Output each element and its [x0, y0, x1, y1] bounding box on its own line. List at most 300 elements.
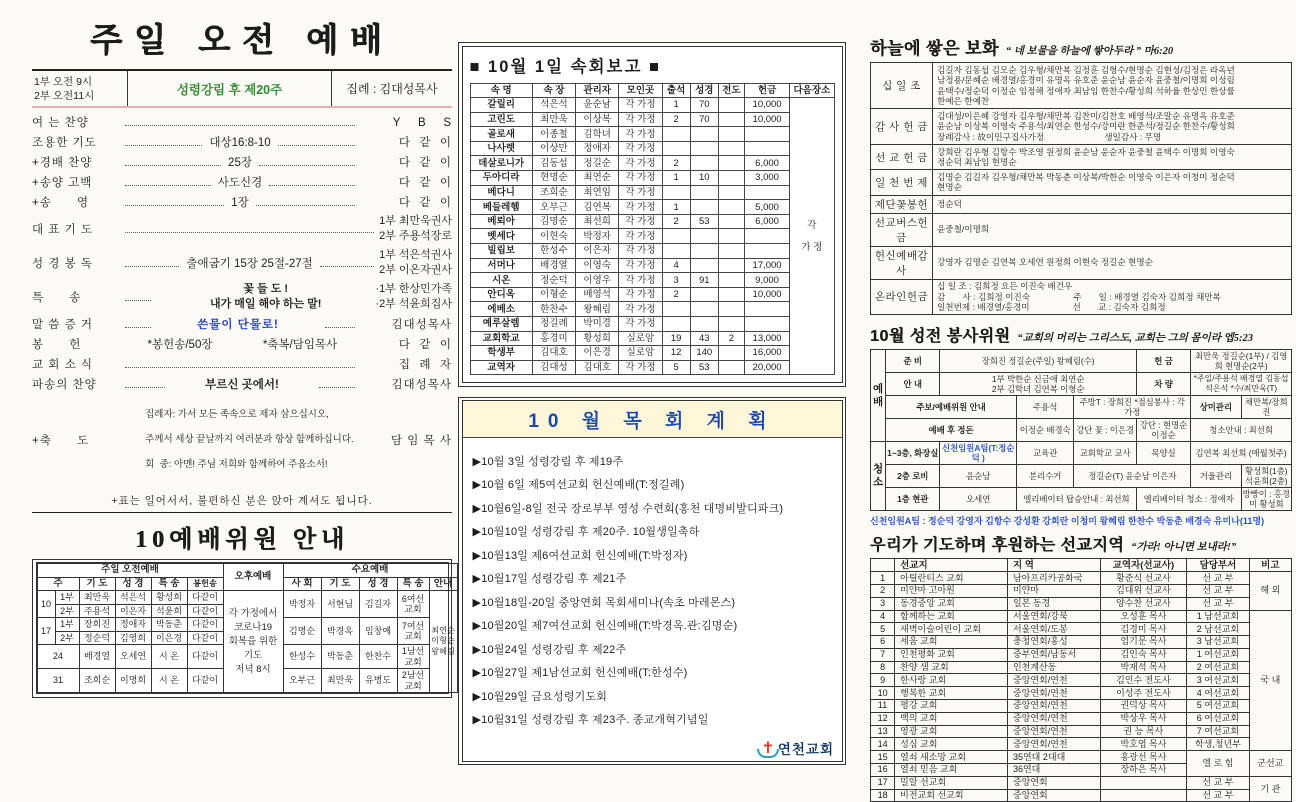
- cell: 중앙연회/연천: [1007, 674, 1100, 687]
- cell: [718, 214, 744, 229]
- cell: 오부근: [283, 669, 321, 693]
- order-item-label: 성 경 봉 독: [32, 258, 94, 270]
- cell: 다같이: [187, 645, 223, 669]
- cell: 정길순(T) 윤순남 이은자: [1074, 465, 1191, 488]
- cell: 예 배: [871, 350, 886, 442]
- cell: 이상만: [532, 141, 575, 156]
- order-row: [32, 396, 452, 484]
- mission-motto-quote: “가라! 아니면 보내라!”: [1131, 542, 1237, 554]
- dotted-leader: [256, 198, 355, 206]
- cell: 한성수: [532, 244, 575, 259]
- cell: 갈릴리: [470, 98, 532, 113]
- cell: 벳세다: [470, 229, 532, 244]
- cell: 주: [37, 577, 79, 591]
- dotted-leader: [259, 158, 355, 166]
- cell: 에베소: [470, 302, 532, 317]
- order-item-label: +경배 찬양: [32, 157, 93, 169]
- cell-report-title: ■ 10월 1일 속회보고 ■: [469, 57, 661, 76]
- order-item-assignee: 다 같 이: [398, 157, 452, 169]
- cell: 세움 교회: [895, 636, 1008, 649]
- cell: [718, 302, 744, 317]
- cell: 53: [690, 360, 718, 375]
- cell: 16,000: [744, 346, 789, 361]
- cell: [690, 141, 718, 156]
- order-item-label: 대 표 기 도: [32, 224, 94, 236]
- cell: 엘리베이터 청소 : 정애자: [1136, 488, 1241, 511]
- cell: 정애자: [576, 141, 619, 156]
- cell: 이현숙: [532, 229, 575, 244]
- cell: 기 도: [321, 577, 359, 591]
- cell: 비고: [1249, 559, 1291, 572]
- cell: 16: [871, 764, 895, 777]
- cell: 미얀마: [1007, 584, 1100, 597]
- cell: 6: [871, 636, 895, 649]
- ministry-plan-frame: [458, 397, 846, 766]
- cell: 18: [871, 789, 895, 802]
- cell: 서울연회/강북: [1007, 610, 1100, 623]
- cell: 김대호: [576, 360, 619, 375]
- cell: 열쇠 새소망 교회: [895, 751, 1008, 764]
- cell: 김학녀: [576, 127, 619, 142]
- page-title: 주일 오전 예배: [90, 23, 394, 59]
- cell: 선 교 부: [1187, 572, 1249, 585]
- cell: 특 송: [151, 577, 187, 591]
- cell: [744, 185, 789, 200]
- cell: [744, 244, 789, 259]
- cell: 베들레헴: [470, 200, 532, 215]
- cell: 19: [662, 331, 690, 346]
- assignee-line: 1부 석은석권사: [379, 249, 453, 261]
- yeoncheon-church-logo: [761, 738, 834, 758]
- cell: 관리자: [576, 83, 619, 98]
- cell: 2: [871, 584, 895, 597]
- cell: 각 가정: [619, 127, 662, 142]
- cell: 1: [871, 572, 895, 585]
- cell: [718, 317, 744, 332]
- order-item-assignee: 김대성목사: [391, 319, 452, 331]
- cell: 이성주 전도사: [1100, 687, 1187, 700]
- cell: 1부: [55, 618, 79, 632]
- cell: 모인곳: [619, 83, 662, 98]
- cell: 헌신예배감사: [871, 246, 933, 279]
- cell: 8: [871, 661, 895, 674]
- worship-header-bar: [32, 69, 452, 108]
- cell: 강단 꽃 : 이은경: [1074, 419, 1136, 442]
- cell: 거울관리: [1191, 465, 1241, 488]
- cell: [718, 229, 744, 244]
- cell: 유병도: [359, 669, 397, 693]
- order-of-worship: [32, 114, 452, 484]
- order-item-assignee: Y B S: [392, 117, 452, 129]
- cell: 박정자: [283, 591, 321, 618]
- cell: 각 가정: [619, 112, 662, 127]
- cell: [718, 273, 744, 288]
- cell: 베다니: [470, 185, 532, 200]
- cell: 선교지: [895, 559, 1008, 572]
- cell: [690, 229, 718, 244]
- cell: 헌 금: [1136, 350, 1190, 373]
- benediction-line: 회 중: 아멘! 주님 저희와 함께하여 주옵소서!: [145, 458, 328, 470]
- cell: 이정순 배경숙: [1017, 419, 1074, 442]
- cell: 17: [37, 618, 55, 645]
- cell: 김인숙 목사: [1100, 648, 1187, 661]
- cell: 한사랑 교회: [895, 674, 1008, 687]
- cell: 정순덕: [933, 195, 1292, 213]
- order-item-assignee: 다 같 이: [398, 137, 453, 149]
- cell: [744, 229, 789, 244]
- order-item-label: 특 송: [32, 292, 82, 304]
- dotted-leader: [125, 178, 211, 186]
- cell: 정애자: [115, 618, 151, 632]
- cell: 한찬수: [359, 645, 397, 669]
- cell: 윤순남: [940, 465, 1017, 488]
- order-row: [32, 134, 452, 150]
- cell: 2: [662, 287, 690, 302]
- cell: 성 경: [359, 577, 397, 591]
- cell: 각 가정: [619, 200, 662, 215]
- cell: 시 온: [151, 645, 187, 669]
- cell: [744, 127, 789, 142]
- plan-item: ▶10월27일 제1남선교회 헌신예배(T:한성수): [472, 667, 688, 680]
- cell: 12: [871, 712, 895, 725]
- cell: 다같이: [187, 604, 223, 618]
- song-title: 꽃 들 도 !: [243, 283, 289, 295]
- cell: 김연복: [576, 200, 619, 215]
- cell: [690, 258, 718, 273]
- cell: 국 내: [1249, 610, 1291, 751]
- cell: 오성훈 목사: [1100, 610, 1187, 623]
- cell: 2: [662, 214, 690, 229]
- cell: 조희순: [532, 185, 575, 200]
- cell: 데살로니가: [470, 156, 532, 171]
- cell: 학생부: [470, 346, 532, 361]
- dotted-leader: [269, 178, 355, 186]
- cell: 각 가정에서 코로나19 회복을 위한 기도 저녁 8시: [223, 591, 283, 693]
- cell: 김대성/이은혜 강영자 김우형/채만복 김찬미/김찬호 배영석/조말순 유명옥 유호준 윤순남 이상복 이영숙 주용석/최연순 한성수/강미란 한준석/정길순 한찬수/황성희 장례감사 : 故이민구집사가정 생일감사 : 무명: [933, 109, 1292, 145]
- service-times: [32, 71, 128, 106]
- worship-committee-table: [37, 563, 458, 693]
- cell: [1100, 789, 1187, 802]
- plan-item: ▶10월 6일 제5여선교회 헌신예배(T:정길례): [472, 479, 685, 492]
- presider-label: 집례 : 김대성목사: [346, 82, 438, 96]
- cell: 다같이: [187, 669, 223, 693]
- cell: 김명순 김길자 김우형/채만복 박동춘 이상복/박한순 이영숙 이은자 이청미 정순덕 현명순: [933, 170, 1292, 195]
- cell: 중부연회/남동서: [1007, 648, 1100, 661]
- cell: 각 가정: [619, 273, 662, 288]
- cell: 각 가 정: [790, 98, 834, 375]
- cell: 7: [871, 648, 895, 661]
- cell: 박동춘: [151, 618, 187, 632]
- order-item-content: 부르신 곳에서!: [205, 379, 279, 391]
- cell: 이형순: [532, 287, 575, 302]
- cell: 35연대 2대대: [1007, 751, 1100, 764]
- dotted-leader: [278, 138, 355, 146]
- cell: 박정자: [576, 229, 619, 244]
- cell: 10: [37, 591, 55, 618]
- cell: [718, 112, 744, 127]
- cell: 조희순: [79, 669, 115, 693]
- order-row: [32, 154, 452, 170]
- cell: 나사렛: [470, 141, 532, 156]
- cell: 6 여선교회: [1187, 712, 1249, 725]
- cell: 1 남선교회: [1187, 610, 1249, 623]
- cell: 교육관: [1017, 442, 1074, 465]
- cell: 장희진 정길순(주일) 왕혜림(수): [940, 350, 1136, 373]
- cell: 안내: [429, 577, 457, 591]
- cell: 속 명: [470, 83, 532, 98]
- cell: 배영석: [576, 287, 619, 302]
- cell: 중앙연회: [1007, 789, 1100, 802]
- offerings-panel: [870, 34, 1292, 802]
- cell: [690, 244, 718, 259]
- order-item-label: 조용한 기도: [32, 137, 97, 149]
- order-item-content: 1장: [231, 197, 249, 209]
- cell: 담당부서: [1187, 559, 1249, 572]
- song-title: 내가 매일 해야 하는 말!: [209, 298, 322, 310]
- cell: 6,000: [744, 156, 789, 171]
- order-item-label: +송양 고백: [32, 177, 93, 189]
- order-item-content: 25장: [228, 157, 252, 169]
- cross-icon: ✝: [761, 740, 775, 758]
- cell: 김동섭: [532, 156, 575, 171]
- cell: 3,000: [744, 171, 789, 186]
- cell: 김연복 최선희 (매월첫주): [1191, 442, 1292, 465]
- cell: 황성희: [151, 591, 187, 605]
- cell: 박호엽 목사: [1100, 738, 1187, 751]
- order-row: [32, 214, 452, 244]
- cell: 성경: [690, 83, 718, 98]
- cell: 방빵이 : 홍경미 황성희: [1242, 489, 1291, 510]
- dotted-leader: [125, 320, 151, 328]
- cell: [662, 244, 690, 259]
- cell: 십 일 조: [871, 63, 933, 109]
- cell: 각 가정: [619, 171, 662, 186]
- cell: 70: [690, 98, 718, 113]
- cell: 목양실: [1136, 442, 1190, 465]
- mission-section-header: [870, 532, 1292, 555]
- cell: 각 가정: [619, 214, 662, 229]
- cell: 정길순: [576, 156, 619, 171]
- cell: 교역자(선교사): [1100, 559, 1187, 572]
- order-item-content: 출애굽기 15장 25절-27절: [186, 258, 313, 270]
- cell: 성심 교회: [895, 738, 1008, 751]
- cell: 두아디라: [470, 171, 532, 186]
- cell: 충청연회/홍성: [1007, 636, 1100, 649]
- cell: 남아프리카공화국: [1007, 572, 1100, 585]
- cell: 평강 교회: [895, 700, 1008, 713]
- cell: 2층 로비: [886, 465, 940, 488]
- cell: 박재석 목사: [1100, 661, 1187, 674]
- ministry-plan-list: [463, 438, 842, 761]
- service-time-2: 2부 오전11시: [34, 90, 95, 102]
- assignee-line: ·1부 한상민가족: [375, 283, 452, 295]
- ministry-plan-title: 10 월 목 회 계 획: [463, 401, 842, 438]
- plan-item: ▶10월18일-20일 중앙연회 목회세미나(속초 마레몬스): [472, 596, 736, 609]
- order-item-label: 교 회 소 식: [32, 359, 94, 371]
- plan-item: ▶10월13일 제6여선교회 헌신예배(T:박정자): [472, 549, 688, 562]
- cell: 예루살렘: [470, 317, 532, 332]
- committee-title: 10예배위원 안내: [32, 512, 452, 554]
- cell: 5: [662, 360, 690, 375]
- order-item-content: *봉헌송/50장: [147, 339, 213, 351]
- cell: 10,000: [744, 287, 789, 302]
- plan-item: ▶10월6일-8일 전국 장로부부 영성 수련회(홍천 대명비발디파크): [472, 502, 784, 515]
- cell: 백의 교회: [895, 712, 1008, 725]
- cell: [690, 287, 718, 302]
- cell: 각 가정: [619, 317, 662, 332]
- cell: [718, 98, 744, 113]
- cell: 군선교: [1249, 751, 1291, 777]
- cell: 오세연: [115, 645, 151, 669]
- cell: 1: [662, 200, 690, 215]
- cell: 12: [662, 346, 690, 361]
- cell: 중앙연회/연천: [1007, 725, 1100, 738]
- order-row: [32, 376, 452, 392]
- plan-item: ▶10월29일 금요성령기도회: [472, 690, 608, 703]
- plan-item: ▶10월 3일 성령강림 후 제19주: [472, 455, 624, 468]
- cell: 장하은 목사: [1100, 764, 1187, 777]
- cell: 수요예배: [283, 564, 457, 578]
- cell: 각 가정: [619, 229, 662, 244]
- dotted-leader: [125, 118, 355, 126]
- cell: 준 비: [886, 350, 940, 373]
- cell: 중앙연회/연천: [1007, 687, 1100, 700]
- cell: 한찬수: [532, 302, 575, 317]
- cell: 91: [690, 273, 718, 288]
- cell: 다같이: [187, 618, 223, 632]
- cell: 교역자: [470, 360, 532, 375]
- cell: 최만욱: [79, 591, 115, 605]
- cell: 행복한 교회: [895, 687, 1008, 700]
- cell: 학생,청년부: [1187, 738, 1249, 751]
- cell: 김영희: [115, 631, 151, 645]
- cell: [718, 185, 744, 200]
- cell: [662, 317, 690, 332]
- cell: 이영우: [576, 273, 619, 288]
- order-row: [32, 316, 452, 332]
- cell: 6,000: [744, 214, 789, 229]
- cell: 차 량: [1136, 373, 1190, 396]
- cell: 다같이: [187, 631, 223, 645]
- cell: 9,000: [744, 273, 789, 288]
- cell: [718, 244, 744, 259]
- cell: 이종철: [532, 127, 575, 142]
- order-item-label: 여 는 찬양: [32, 117, 89, 129]
- cell: 중앙연회: [1007, 776, 1100, 789]
- cell: 각 가정: [619, 98, 662, 113]
- order-item-content: 대상16:8-10: [209, 137, 271, 149]
- cell: 함께하는 교회: [895, 610, 1008, 623]
- cell: 해 외: [1249, 572, 1291, 610]
- assignee-line: ·2부 석윤희집사: [375, 298, 452, 310]
- cell: 선 교 부: [1187, 584, 1249, 597]
- cell: 2: [662, 156, 690, 171]
- cell: 최연임: [576, 185, 619, 200]
- cell: [690, 127, 718, 142]
- cell: 상미관리: [1191, 396, 1241, 419]
- cell: 4: [662, 258, 690, 273]
- order-item-label: +송 영: [32, 197, 90, 209]
- cell: 15: [871, 751, 895, 764]
- cell: 오부근: [532, 200, 575, 215]
- cell: 53: [690, 214, 718, 229]
- cell: [718, 360, 744, 375]
- cell: 배경열: [532, 258, 575, 273]
- cell: 이은경: [151, 631, 187, 645]
- cell: 권덕상 목사: [1100, 700, 1187, 713]
- cell: 강단 : 현명순 이정순: [1136, 419, 1190, 442]
- cell: 주방T : 장희진 *점심봉사 : 각 가정: [1074, 396, 1191, 419]
- cell: 정순덕: [79, 631, 115, 645]
- mission-title: 우리가 기도하며 후원하는 선교지역: [870, 537, 1125, 555]
- dotted-leader: [125, 380, 165, 388]
- cell: 6여선 교회: [397, 591, 429, 618]
- cell: 온라인헌금: [871, 279, 933, 315]
- plan-item: ▶10월17일 성령강림 후 제21주: [472, 573, 627, 586]
- cell: [744, 317, 789, 332]
- cell: 열쇠 믿음 교회: [895, 764, 1008, 777]
- cell: 황준식 선교사: [1100, 572, 1187, 585]
- center-panel: [458, 42, 846, 765]
- cell: 빌립보: [470, 244, 532, 259]
- cell: 찬양 샘 교회: [895, 661, 1008, 674]
- cell: 영광 교회: [895, 725, 1008, 738]
- cell: 70: [690, 112, 718, 127]
- order-item-label: +축 도: [32, 434, 90, 447]
- order-item-assignee: [375, 282, 452, 312]
- cell: 헌금: [744, 83, 789, 98]
- cell: 김경미 목사: [1100, 623, 1187, 636]
- cell: 시온: [470, 273, 532, 288]
- order-item-content: 사도신경: [217, 177, 263, 189]
- cell: 실로암: [619, 346, 662, 361]
- cell: 인천평화 교회: [895, 648, 1008, 661]
- cell: 일본 동경: [1007, 597, 1100, 610]
- cell: 10,000: [744, 98, 789, 113]
- order-item-assignee: [379, 214, 452, 244]
- cell: 청소안내 : 최선희: [1191, 419, 1292, 442]
- cell: 각 가정: [619, 156, 662, 171]
- assignee-line: 1부 최만욱권사: [379, 215, 452, 227]
- treasure-title: 하늘에 쌓은 보화: [870, 39, 999, 58]
- benediction-text: [120, 396, 360, 484]
- cell: 최만욱 정길순(1부) / 김영희 현명순(2부): [1191, 350, 1292, 373]
- cell: 다같이: [187, 591, 223, 605]
- cell: [690, 200, 718, 215]
- cell: [690, 185, 718, 200]
- cell: [662, 185, 690, 200]
- cell: 3: [871, 597, 895, 610]
- church-logo-text: 연천교회: [777, 742, 834, 758]
- cell: 10,000: [744, 112, 789, 127]
- cell: 10: [871, 687, 895, 700]
- order-item-content: *축복/담임목사: [262, 339, 338, 351]
- cell: 3 남선교회: [1187, 636, 1249, 649]
- cell: 선 교 부: [1187, 789, 1249, 802]
- cell: 13,000: [744, 331, 789, 346]
- treasure-verse-quote: “ 네 보물을 하늘에 쌓아두라 ” 마6:20: [1005, 46, 1174, 57]
- dotted-leader: [125, 158, 221, 166]
- cell: 1 여선교회: [1187, 648, 1249, 661]
- cell: 신천임원A팀(T:정순덕 ): [940, 442, 1017, 465]
- dotted-leader: [125, 360, 355, 368]
- cell: 시 온: [151, 669, 187, 693]
- cell: 2: [718, 331, 744, 346]
- cell: 박동춘: [321, 645, 359, 669]
- cell: [662, 127, 690, 142]
- dotted-leader: [125, 259, 179, 267]
- cell: 1남선 교회: [397, 645, 429, 669]
